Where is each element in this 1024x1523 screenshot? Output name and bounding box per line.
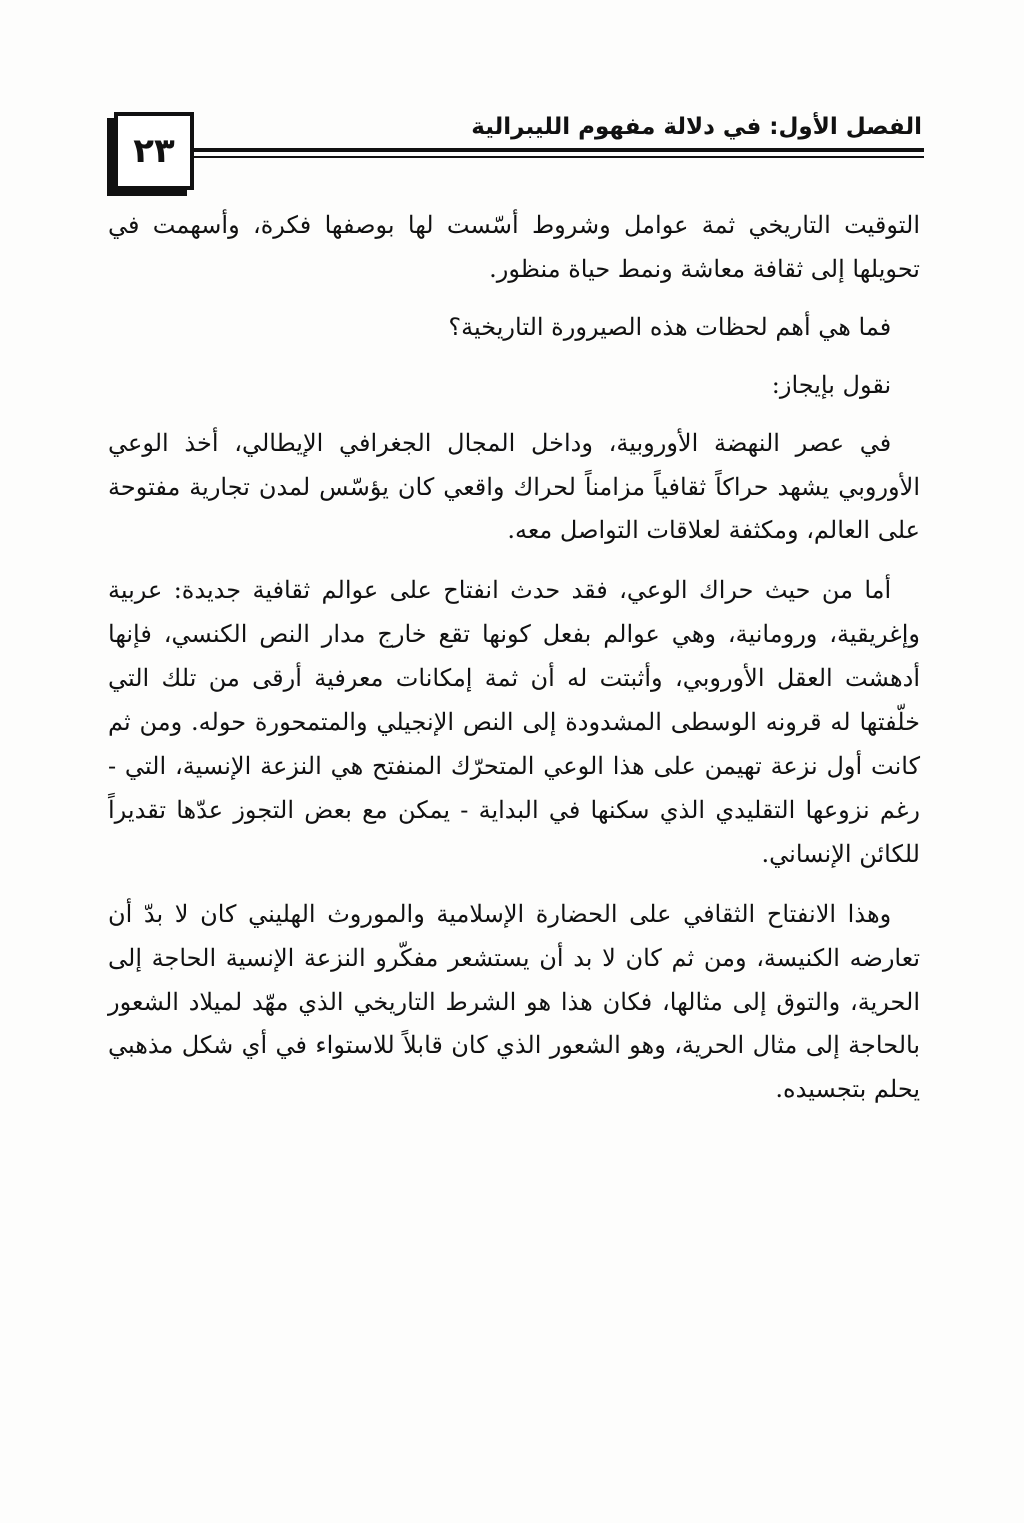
paragraph-renaissance: في عصر النهضة الأوروبية، وداخل المجال الجغرافي الإيطالي، أخذ الوعي الأوروبي يشهد حراكاً ثقافياً مزامناً لحراك واقعي كان يؤسّس لمدن تجارية مفتوحة على العالم، ومكثفة لعلاقات التواصل معه. — [108, 428, 921, 545]
paragraph-continuation: التوقيت التاريخي ثمة عوامل وشروط أسّست لها بوصفها فكرة، وأسهمت في تحويلها إلى ثقافة معاشة ونمط حياة منظور. — [108, 211, 920, 283]
body-text — [108, 204, 920, 1112]
page-number-box — [114, 112, 194, 190]
paragraph-brief: نقول بإيجاز: — [771, 370, 892, 399]
header-rule-thin — [190, 156, 924, 158]
paragraph-freedom: وهذا الانفتاح الثقافي على الحضارة الإسلامية والموروث الهليني كان لا بدّ أن تعارضه الكنيسة، ومن ثم كان لا بد أن يستشعر مفكّرو النزعة الإنسية الحاجة إلى الحرية، والتوق إلى مثالها، فكان هذا هو الشرط التاريخي الذي مهّد لميلاد الشعور بالحاجة إلى مثال الحرية، وهو الشعور الذي كان قابلاً للاستواء في أي شكل مذهبي يحلم بتجسيده. — [108, 899, 920, 1104]
header-rule-thick — [190, 148, 924, 152]
paragraph-humanism: أما من حيث حراك الوعي، فقد حدث انفتاح على عوالم ثقافية جديدة: عربية وإغريقية، ورومانية، وهي عوالم بفعل كونها تقع خارج مدار النص الكنسي، فإنها أدهشت العقل الأوروبي، وأثبتت له أن ثمة إمكانات معرفية أرقى من تلك التي خلّفتها له قرونه الوسطى المشدودة إلى النص الإنجيلي والمتمحورة حوله. ومن ثم كانت أول نزعة تهيمن على هذا الوعي المتحرّك المنفتح هي النزعة الإنسية، التي - رغم نزوعها التقليدي الذي سكنها في البداية - يمكن مع بعض التجوز عدّها تقديراً للكائن الإنساني. — [108, 576, 921, 868]
paragraph-question: فما هي أهم لحظات هذه الصيرورة التاريخية؟ — [448, 312, 892, 341]
page-number: ٢٣ — [133, 131, 175, 171]
chapter-title: الفصل الأول: في دلالة مفهوم الليبرالية — [471, 114, 922, 140]
running-header — [110, 104, 924, 186]
